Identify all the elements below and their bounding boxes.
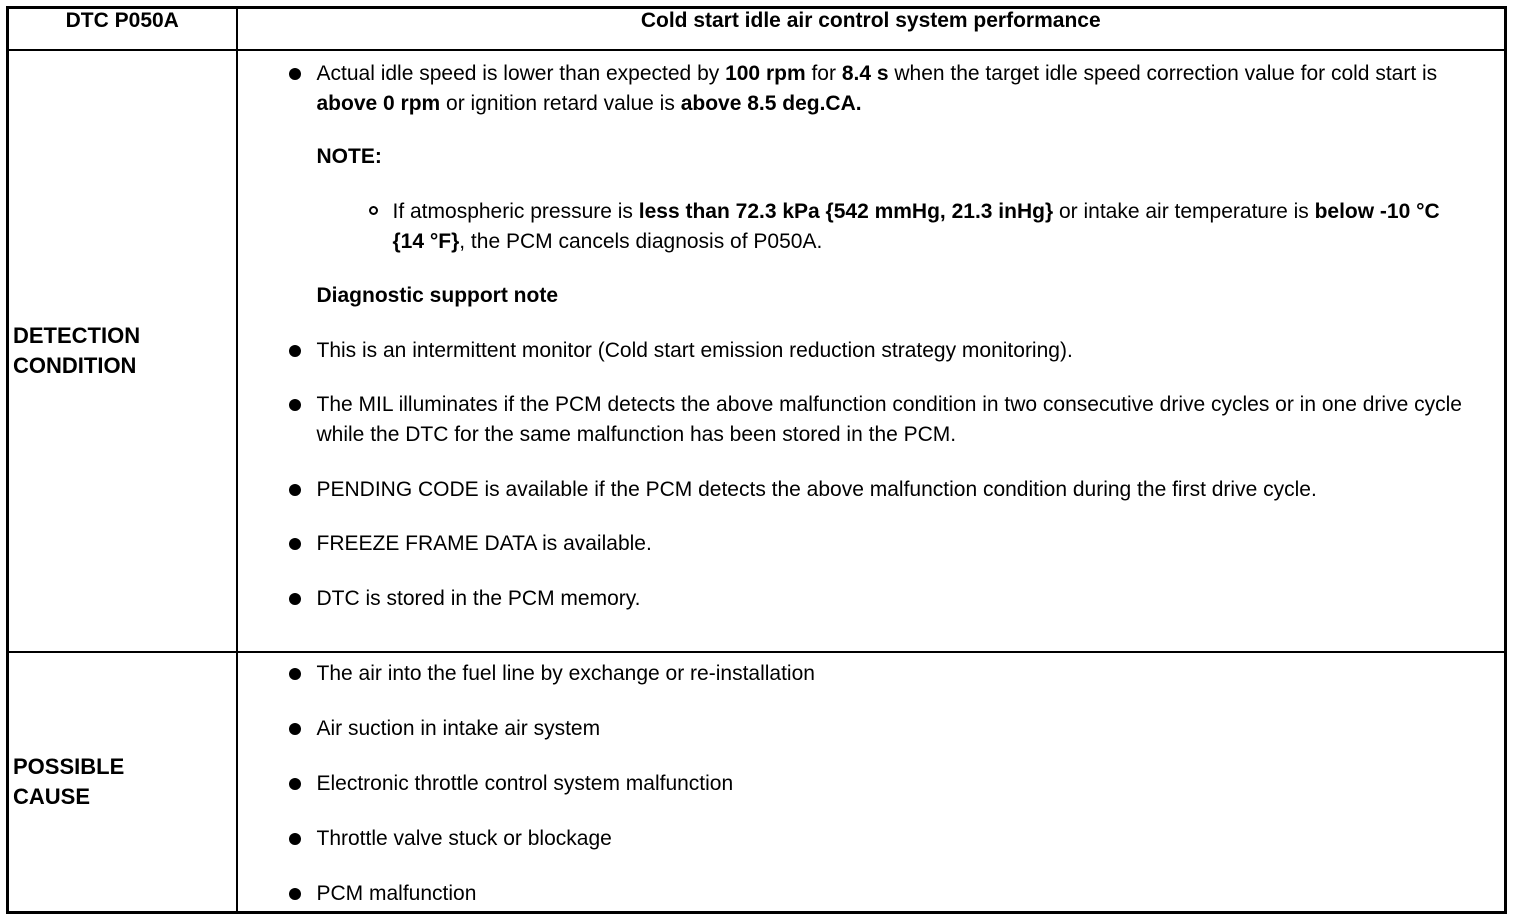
bullet-icon — [289, 399, 301, 411]
list-item: Air suction in intake air system — [9, 714, 1505, 744]
list-item: This is an intermittent monitor (Cold start emission reduction strategy monitoring). — [9, 336, 1505, 366]
list-item: The air into the fuel line by exchange or re-installation — [9, 659, 1505, 689]
dtc-code-cell: DTC P050A — [8, 8, 237, 51]
list-item: Actual idle speed is lower than expected by 100 rpm for 8.4 s when the target idle speed correction value for cold start is above 0 rpm or ignition retard value is above 8.5 deg.CA. — [9, 59, 1505, 119]
detection-label-line1: DETECTION — [13, 323, 141, 348]
cause-label-line2: CAUSE — [13, 784, 91, 809]
list-item: Throttle valve stuck or blockage — [9, 824, 1505, 854]
list-item: Electronic throttle control system malfunction — [9, 769, 1505, 799]
dtc-table — [6, 6, 1507, 914]
detection-list — [9, 59, 1505, 119]
list-item: FREEZE FRAME DATA is available. — [9, 529, 1505, 559]
support-list — [9, 336, 1505, 614]
detection-label-line2: CONDITION — [13, 353, 137, 378]
bullet-icon — [289, 68, 301, 80]
bullet-icon — [289, 538, 301, 550]
circle-bullet-icon — [369, 206, 378, 215]
list-item: The MIL illuminates if the PCM detects the above malfunction condition in two consecutive drive cycles or in one drive cycle while the DTC for the same malfunction has been stored in the PCM. — [9, 390, 1505, 450]
bullet-icon — [289, 668, 301, 680]
list-item: DTC is stored in the PCM memory. — [9, 584, 1505, 614]
cause-content — [237, 652, 1506, 913]
list-item: PCM malfunction — [9, 879, 1505, 909]
detection-row — [8, 50, 1506, 652]
support-heading: Diagnostic support note — [316, 284, 558, 307]
cause-row — [8, 652, 1506, 913]
bullet-icon — [289, 778, 301, 790]
bullet-icon — [289, 593, 301, 605]
detection-content — [237, 50, 1506, 652]
bullet-icon — [289, 484, 301, 496]
bullet-icon — [289, 723, 301, 735]
cause-label-line1: POSSIBLE — [13, 754, 125, 779]
dtc-title-cell: Cold start idle air control system performance — [237, 8, 1506, 51]
cause-list — [9, 659, 1505, 909]
note-heading: NOTE: — [316, 145, 382, 168]
list-item: PENDING CODE is available if the PCM detects the above malfunction condition during the first drive cycle. — [9, 475, 1505, 505]
bullet-icon — [289, 345, 301, 357]
header-row — [8, 8, 1506, 51]
note-item: If atmospheric pressure is less than 72.3 kPa {542 mmHg, 21.3 inHg} or intake air temperature is below -10 °C {14 °F}, the PCM cancels diagnosis of P050A. — [9, 197, 1505, 257]
bullet-icon — [289, 888, 301, 900]
bullet-icon — [289, 833, 301, 845]
